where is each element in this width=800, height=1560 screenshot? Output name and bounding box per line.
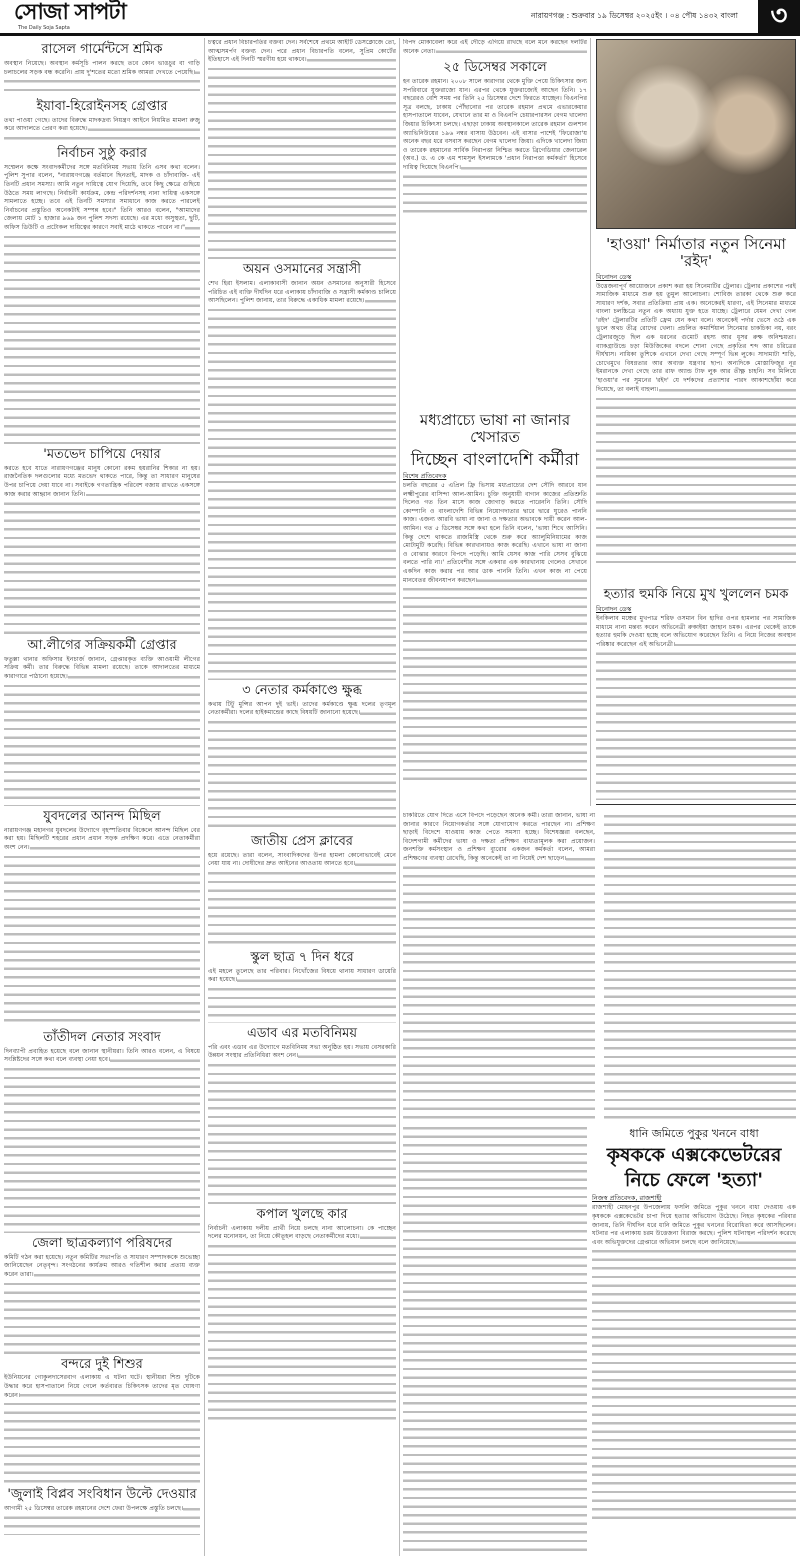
article-body: চত্বরে প্রধান বিচারপতির বক্তব্য দেন। সর্বশেষে প্রথমে আইটি ডেসক্লোজে তো, আত্মসমর্পণ বক্তব্য দেন। পরে প্রধান বিচারপতি বলেন, সুপ্রিম কোর্টের ইতিহাসে এই দিনটি স্মরণীয় হয়ে থাকবে। <box>208 39 396 259</box>
krishok-body: রাজশাহী মোহনপুর উপজেলায় ফসলি জমিতে পুকুর খননে বাধা দেওয়ায় এক কৃষককে এক্সকেভেটর চাপা দিয়ে হত্যার অভিযোগ উঠেছে। নিহত কৃষকের পরিবার জানায়, তিনি দীর্ঘদিন ধরে ধানি জমিতে পুকুর খননের বিরোধিতা করে আসছিলেন। ঘটনার পর এলাকায় চরম উত্তেজনা বিরাজ করছে। পুলিশ ঘটনাস্থল পরিদর্শন করেছে এবং অভিযুক্তদের গ্রেপ্তারে অভিযান চলছে বলে জানিয়েছে। <box>592 1204 796 1524</box>
newspaper-logo: সোজা সাপটা <box>14 0 126 25</box>
article-body: শেখ হিরা ইসলাম। এলাকাবাসী জানান অয়ন ওসমানের অনুসারী হিসেবে পরিচিত এই ব্যক্তি দীর্ঘদিন ধরে এলাকায় চাঁদাবাজি ও সন্ত্রাসী কর্মকাণ্ড চালিয়ে আসছিলেন। পুলিশ জানায়, তার বিরুদ্ধে একাধিক মামলা রয়েছে। <box>208 280 396 680</box>
logo-subtitle: The Daily Soja Sapta <box>18 25 70 31</box>
article-body: সম্মেলন কক্ষে সংবাদকর্মীদের সঙ্গে মতবিনিময় সভায় তিনি এসব কথা বলেন। পুলিশ সুপার বলেন, "নারায়ণগঞ্জে বর্তমানে ছিনতাই, মাদক ও চাঁদাবাজি- এই তিনটি প্রধান সমস্যা। আমি নতুন দায়িত্বে যোগ দিয়েছি, তবে কিছু ক্ষেত্রে গুছিয়ে উঠতে সময় লাগছে। নির্বাচনী কার্যক্রম, কেন্দ্র পরিদর্শনসহ নানা দায়িত্ব একসঙ্গে সামলাতে হচ্ছে। তবে এই তিনটি সমস্যার সমাধানে কাজ করতে পারলেই নির্বাচনের প্রস্তুতিও অনেকটাই সম্পন্ন হবে।" তিনি আরও বলেন, "আমাদের জেলায় মোট ১ হাজার ৯৬৯ জন পুলিশ সদস্য রয়েছে। এর মধ্যে অসুস্থতা, ছুটি, অফিস ডিউটি ও প্রটোকল দায়িত্বের কারণে সবাই মাঠে থাকতে পারেন না।" <box>4 164 200 444</box>
chomok-story <box>596 584 796 805</box>
article-headline: স্কুল ছাত্র ৭ দিন ধরে <box>250 949 354 965</box>
article-headline: এডাব এর মতবিনিময় <box>246 1025 358 1041</box>
column-3-lower-body <box>403 1124 587 1554</box>
krishok-byline: নিজস্ব প্রতিবেদক, রাজশাহী <box>592 1194 662 1203</box>
article-headline: যুবদলের আনন্দ মিছিল <box>43 808 161 824</box>
article-body: নির্বাচনী এলাকায় দলীয় প্রার্থী নিয়ে চলছে নানা আলোচনা। কে পাচ্ছেন দলের মনোনয়ন, তা নিয়ে কৌতূহল বাড়ছে নেতাকর্মীদের মধ্যে। <box>208 1225 396 1425</box>
lead-continued-texture <box>604 812 796 1122</box>
column-3-lower <box>403 1124 587 1554</box>
dateline: নারায়ণগঞ্জ : শুক্রবার ১৯ ডিসেম্বর ২০২৫ইং । ০৪ পৌষ ১৪৩২ বাংলা <box>530 11 738 20</box>
article-body: নারায়ণগঞ্জ মহানগর যুবদলের উদ্যোগে বৃহস্পতিবার বিকেলে আনন্দ মিছিল বের করা হয়। মিছিলটি শহরের প্রধান প্রধান সড়ক প্রদক্ষিণ করে। এতে নেতাকর্মীরা অংশ নেন। <box>4 827 200 1027</box>
chomok-byline: বিনোদন ডেস্ক <box>596 604 632 613</box>
article-headline: ২৫ ডিসেম্বর সকালে <box>443 60 547 75</box>
column-3 <box>403 39 587 406</box>
article-headline: তাঁতীদল নেতার সংবাদ <box>43 1029 161 1045</box>
article-body: বিপদ মোকাবেলা করে এই দৌড়ে এগিয়ে রাখছে বলে মনে করছেন দলটির অনেক নেতা। <box>403 39 587 57</box>
chomok-body: ইনকিলাব মঞ্চের মুখপাত্র শরিফ ওসমান বিন হাদির ওপর হামলার পর সামাজিক মাধ্যমে নানা মন্তব্য করেন অভিনেত্রী রুকাইয়া জাহান চমক। এরপর থেকেই তাকে হত্যার হুমকি দেওয়া হচ্ছে বলে অভিযোগ করেছেন তিনি। এ নিয়ে নিজের অবস্থান পরিষ্কার করেছেন এই অভিনেত্রী। <box>596 615 796 800</box>
article-headline: 'মতভেদ চাপিয়ে দেয়ার <box>43 446 161 462</box>
article-headline: কপাল খুলছে কার <box>256 1206 348 1222</box>
column-2 <box>208 39 396 1557</box>
lead-continued-body: চাকরিতে যোগ দিতে এসে বিপদে পড়েছেন অনেক কর্মী। তারা জানান, ভাষা না জানার কারণে নিয়োগকর্তার সঙ্গে যোগাযোগ করতে পারছেন না। প্রশিক্ষণ ছাড়াই বিদেশে যাওয়ায় কাজ পেতে সমস্যা হচ্ছে। বিশেষজ্ঞরা বলছেন, বিদেশগামী কর্মীদের ভাষা ও দক্ষতা প্রশিক্ষণ বাধ্যতামূলক করা প্রয়োজন। জনশক্তি কর্মসংস্থান ও প্রশিক্ষণ ব্যুরোর একজন কর্মকর্তা বলেন, আমরা প্রশিক্ষণের ব্যবস্থা রেখেছি, কিন্তু অনেকেই তা না নিয়েই দেশ ছাড়েন। <box>403 812 595 1122</box>
lead-body: চলতি বছরের ৫ এপ্রিল ফ্রি ভিসায় মধ্যপ্রাচ্যের দেশ সৌদি আরবে যান লক্ষ্মীপুরের বাসিন্দা আল-আমিন। চুক্তি অনুযায়ী বাগান কাজের প্রতিশ্রুতি দিলেও গত তিন মাসে কাজ জোগাড় করতে পারেননি তিনি। সৌদি কোম্পানি ও বাংলাদেশি বিভিন্ন নিয়োগদাতার দ্বারে দ্বারে ঘুরেও পাননি কাজ। এজন্য আরবি ভাষা না জানা ও দক্ষতার অভাবকে দায়ী করেন আল-আমিন। গত ৫ ডিসেম্বর সঙ্গে কথা হলে তিনি বলেন, 'ভাষা শিখে আসিনি। কিন্তু দেশে থাকতে রাজমিস্ত্রি থেকে শুরু করে অ্যালুমিনিয়ামের কাজ মোটামুটি করেছি। বিভিন্ন কারখানায়ও কাজ করেছি। এখানে ভাষা না জানা ও বোঝার কারণে বিপদে পড়েছি। আমি যেসব কাজ পারি সেসব বুঝিয়ে বলতে পারি না।' প্রতিবেশীর সঙ্গে একবার এক কারখানায় গেলেও সেখানে একদিন কাজ করার পর আর ডাক পাননি তিনি। এখন কাজ না পেয়ে মানবেতর জীবনযাপন করছেন। <box>403 482 587 782</box>
article-headline: রাসেল গার্মেন্টসে শ্রমিক <box>41 42 163 57</box>
lead-story <box>403 408 587 808</box>
article-headline: অয়ন ওসমানের সন্ত্রাসী <box>243 262 361 277</box>
column-1 <box>4 39 200 1557</box>
article-headline: 'জুলাই বিপ্লব সংবিধান উল্টে দেওয়ার <box>7 1487 197 1503</box>
article-headline: জাতীয় প্রেস ক্লাবের <box>251 833 353 849</box>
lead-continued <box>403 812 796 1122</box>
lead-headline-line2: দিচ্ছেন বাংলাদেশি কর্মীরা <box>410 449 580 470</box>
article-headline: বন্দরে দুই শিশুর <box>61 1356 143 1372</box>
article-body: হন তারেক রহমান। ২০০৮ সালে কারাগার থেকে মুক্তি পেয়ে চিকিৎসার জন্য সপরিবারে যুক্তরাজ্যে যান। এরপর থেকে যুক্তরাজ্যেই আছেন তিনি। ১৭ বছরেরও বেশি সময় পর তিনি ২৫ ডিসেম্বর দেশে ফিরতে যাচ্ছেন। বিএনপির সূত্র বলছে, ঢাকায় পৌঁছানোর পর তারেক রহমান প্রথমে এভারকেয়ার হাসপাতালে যাবেন, যেখানে তার মা ও বিএনপি চেয়ারপারসন বেগম খালেদা জিয়ার চিকিৎসা চলছে। এছাড়া ঢাকায় অবস্থানকালে তারেক রহমান গুলশান অ্যাভিনিউয়ের ১৯৬ নম্বর বাসায় উঠবেন। এই বাসার পাশেই 'ফিরোজা'য় অনেক বছর ধরে বসবাস করছেন বেগম খালেদা জিয়া। এদিকে খালেদা জিয়া ও তারেক রহমানের সার্বিক নিরাপত্তা নিশ্চিত করতে ব্রিগেডিয়ার জেনারেল (অব.) ড. এ কে এম শামসুল ইসলামকে 'প্রধান নিরাপত্তা কর্মকর্তা' হিসেবে দায়িত্ব দিয়েছে বিএনপি। <box>403 78 587 218</box>
article-body: পরি এবং এডাব এর উদ্যোগে মতবিনিময় সভা অনুষ্ঠিত হয়। সভায় বেসরকারি উন্নয়ন সংস্থার প্রতিনিধিরা অংশ নেন। <box>208 1044 396 1204</box>
krishok-headline-line2: নিচে ফেলে 'হত্যা' <box>624 1169 764 1192</box>
chomok-headline: হত্যার হুমকি নিয়ে মুখ খুললেন চমক <box>603 587 789 602</box>
article-body: কথায় টিটু মুন্সির আপন দুই ভাই। তাদের কর্মকাণ্ডে ক্ষুব্ধ দলের তৃণমূল নেতাকর্মীরা। দলের হাইকমান্ডের কাছে বিষয়টি জানানো হয়েছে। <box>208 701 396 831</box>
film-still-photo <box>596 39 796 229</box>
krishok-kicker: ধানি জমিতে পুকুর খননে বাধা <box>629 1127 759 1140</box>
hawa-story <box>596 232 796 580</box>
krishok-story <box>592 1124 796 1554</box>
article-headline: নির্বাচন সুষ্ঠু করার <box>57 145 147 161</box>
hawa-headline: 'হাওয়া' নির্মাতার নতুন সিনেমা 'রইদ' <box>606 235 786 271</box>
article-headline: ইয়াবা-হিরোইনসহ গ্রেপ্তার <box>36 98 168 114</box>
hawa-body: উত্তেজনাপূর্ণ আয়োজনে প্রকাশ করা হয় সিনেমাটির ট্রেলার। ট্রেলার প্রকাশের পরই সামাজিক মাধ্যমে শুরু হয় তুমুল আলোচনা। শোবিজ তারকা থেকে শুরু করে সাধারণ দর্শক, সবার প্রতিক্রিয়া প্রায় এক। অনেকেরই ধারণা, এই সিনেমার মাধ্যমে বাংলা চলচ্চিত্রে নতুন এক অধ্যায় যুক্ত হতে যাচ্ছে। ট্রেলারে যেমন দেখা গেল 'রইদ' ট্রেলারটির প্রতিটি ফ্রেম যেন কথা বলে। অনেকেই পর্দার ভেসে ওঠে এক ভুলে অথচ তীব্র রোদের খেলা। প্রচলিত কমার্শিয়াল সিনেমার চাকচিক্য নয়, বরং ট্রেলারজুড়ে ছিল এক ধরনের গুমোট রহস্য আর ধূসর রুক্ষ অনিশ্চয়তা। ব্যাকগ্রাউন্ডে চড়া মিউজিকের বদলে শোনা গেছে প্রকৃতির শব্দ আর চরিত্রের দীর্ঘশ্বাস। নায়িকা তুশিকে এখানে দেখা গেছে সম্পূর্ণ ভিন্ন লুকে। সাদামাটা শাড়ি, চোখেমুখে বিষণ্ণতার আর অব্যক্ত যন্ত্রণার ছাপ। অন্যদিকে মোস্তাফিজুর নূর ইমরানকে দেখা গেছে তার রাফ অ্যান্ড টাফ লুক আর তীক্ষ্ণ চাহনি। সব মিলিয়ে 'হাওয়া'র পর সুমনের 'রইদ' যে দর্শকদের প্রত্যাশার পারদ আকাশছোঁয়া করে দিয়েছে, তা বলাই বাহুল্য। <box>596 283 796 563</box>
article-body: ইউনিয়নের গোকুলদাসেরবাগ এলাকায় এ ঘটনা ঘটে। স্থানীয়রা শিশু দুটিকে উদ্ধার করে হাসপাতালে নিয়ে গেলে কর্তব্যরত চিকিৎসক তাদের মৃত ঘোষণা করেন। <box>4 1374 200 1484</box>
masthead <box>0 0 800 36</box>
article-headline: জেলা ছাত্রকল্যাণ পরিষদের <box>31 1235 173 1251</box>
article-body: আগামী ২৫ ডিসেম্বর তারেক রহমানের দেশে ফেরা উপলক্ষে প্রস্তুতি চলছে। <box>4 1505 200 1535</box>
article-headline: আ.লীগের সক্রিয়কর্মী গ্রেপ্তার <box>27 637 177 653</box>
column-divider <box>204 38 205 1556</box>
article-body: এই মহলে তুলেছে তার পরিবার। নিখোঁজের বিষয়ে থানায় সাধারণ ডায়েরি করা হয়েছে। <box>208 968 396 1023</box>
column-divider <box>399 38 400 1556</box>
article-headline: ৩ নেতার কর্মকাণ্ডে ক্ষুব্ধ <box>242 682 362 698</box>
hawa-byline: বিনোদন ডেস্ক <box>596 272 632 281</box>
article-body: ফতুল্লা থানার অফিসার ইনচার্জ জানান, গ্রেপ্তারকৃত ব্যক্তি আওয়ামী লীগের সক্রিয় কর্মী। তার বিরুদ্ধে বিভিন্ন মামলা রয়েছে। তাকে আদালতের মাধ্যমে কারাগারে পাঠানো হয়েছে। <box>4 656 200 806</box>
article-body: তথ্য পাওয়া গেছে। তাদের বিরুদ্ধে মাদকদ্রব্য নিয়ন্ত্রণ আইনে নিয়মিত মামলা রুজু করে আদালতে প্রেরণ করা হয়েছে। <box>4 117 200 143</box>
article-body: হয়ে রয়েছে। তারা বলেন, সাংবাদিকদের উপর হামলা কোনোভাবেই মেনে নেয়া যায় না। দোষীদের দ্রুত আইনের আওতায় আনতে হবে। <box>208 852 396 947</box>
column-divider <box>590 38 591 806</box>
article-body: অবস্থান নিয়েছে। অবস্থান কর্মসূচি পালন করছে তবে কোন ভাঙচুর বা গাড়ি চলাচলের সড়ক বন্ধ করেনি। প্রায় দু'শতের মতো শ্রমিক আমরা দেখতে পেয়েছি। <box>4 60 200 96</box>
article-body: দিনব্যাপী প্রবাহিত হয়েছে বলে জানান স্থানীয়রা। তিনি আরও বলেন, এ বিষয়ে সংশ্লিষ্টদের সঙ্গে কথা বলে ব্যবস্থা নেয়া হবে। <box>4 1048 200 1233</box>
page-number: ৩ <box>758 0 800 33</box>
article-body: কমিটি গঠন করা হয়েছে। নতুন কমিটির সভাপতি ও সাধারণ সম্পাদককে শুভেচ্ছা জানিয়েছেন নেতৃবৃন্দ। সংগঠনের কার্যক্রম আরও গতিশীল করার প্রত্যয় ব্যক্ত করেন তারা। <box>4 1254 200 1354</box>
article-body: করতে হবে যাতে নারায়ণগঞ্জের মানুষ কোনো রকম হয়রানির শিকার না হয়। রাজনৈতিক দলগুলোর মধ্যে মতভেদ থাকতে পারে, কিন্তু তা সাধারণ মানুষের উপর চাপিয়ে দেয়া যাবে না। সবাইকে গণতান্ত্রিক পরিবেশ বজায় রাখতে একসঙ্গে কাজ করার আহ্বান জানান তিনি। <box>4 465 200 635</box>
lead-headline-line1: মধ্যপ্রাচ্যে ভাষা না জানার খেসারত <box>419 411 571 447</box>
krishok-headline-line1: কৃষককে এক্সকেভেটরের <box>606 1143 782 1166</box>
lead-byline: বিশেষ প্রতিবেদক <box>403 472 447 481</box>
